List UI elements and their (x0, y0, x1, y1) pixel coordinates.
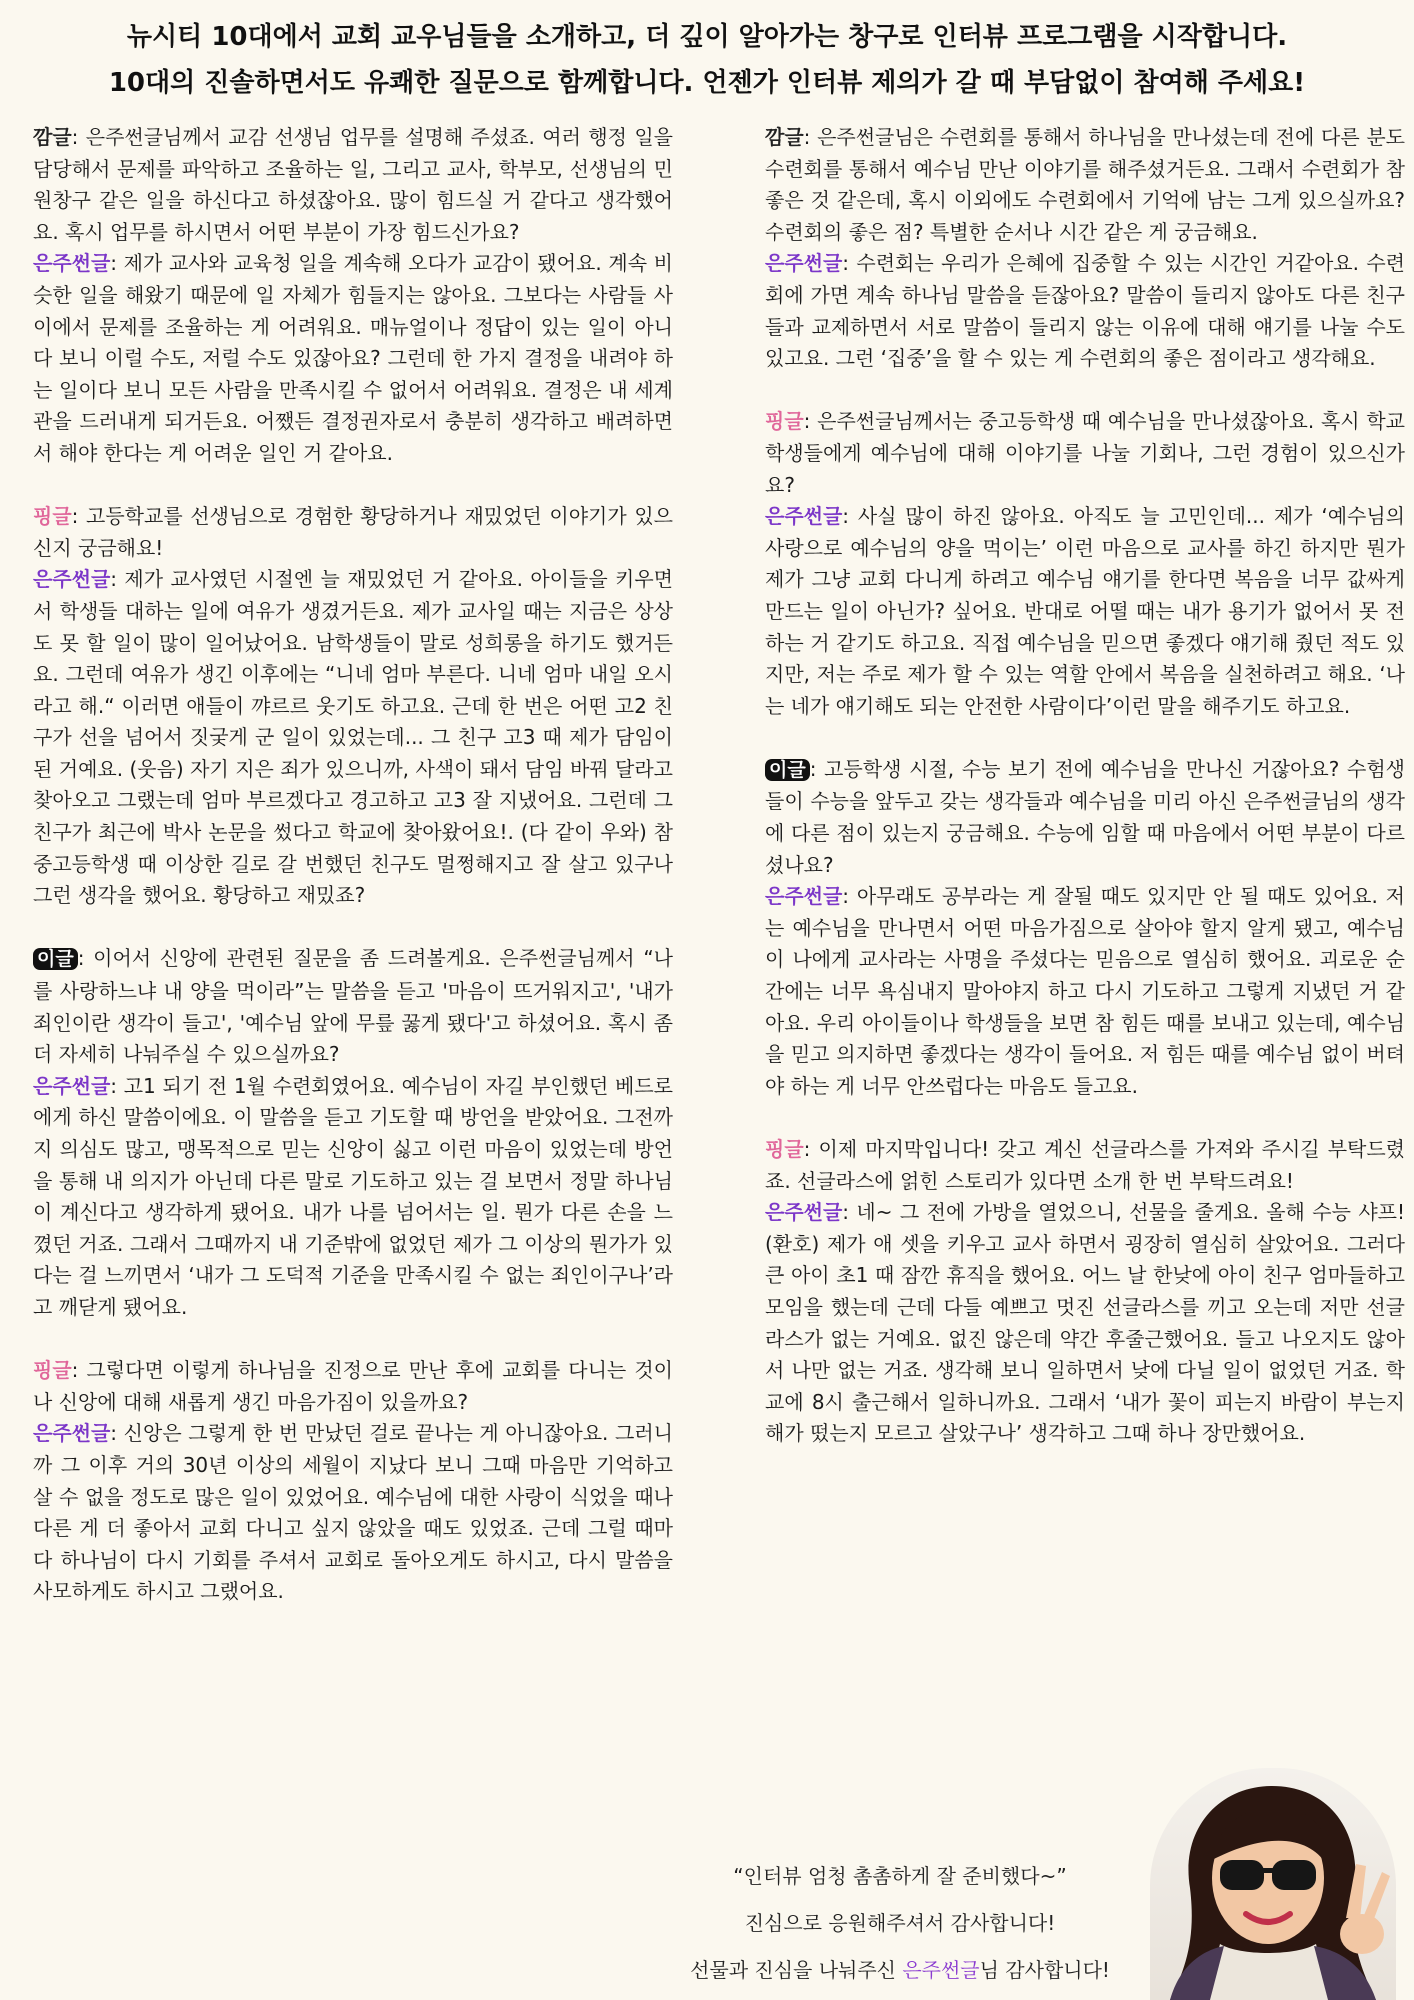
question-text: : 그렇다면 이렇게 하나님을 진정으로 만난 후에 교회를 다니는 것이나 신앙에 대해 새롭게 생긴 마음가짐이 있을까요? (33, 1358, 673, 1414)
speaker-igeul-badge: 이글 (765, 759, 810, 781)
question-text: : 은주썬글님께서 교감 선생님 업무를 설명해 주셨죠. 여러 행정 일을 담당해서 문제를 파악하고 조율하는 일, 그리고 교사, 학부모, 선생님의 민원창구 같은 일을 하신다고 하셨잖아요. 많이 힘드실 거 같다고 생각했어요. 혹시 업무를 하시면서 어떤 부분이 가장 힘드신가요? (33, 125, 673, 244)
answer-text: : 수련회는 우리가 은혜에 집중할 수 있는 시간인 거같아요. 수련회에 가면 계속 하나님 말씀을 듣잖아요? 말씀이 들리지 않아도 다른 친구들과 교제하면서 서로 말씀이 들리지 않는 이유에 대해 얘기를 나눌 수도 있고요. 그런 ‘집중’을 할 수 있는 게 수련회의 좋은 점이라고 생각해요. (765, 251, 1405, 371)
qa-block (33, 1355, 673, 1608)
speaker-kkamgeul: 깜글 (765, 125, 804, 149)
qa-block (33, 943, 673, 1323)
answer-text: : 사실 많이 하진 않아요. 아직도 늘 고민인데... 제가 ‘예수님의 사랑으로 예수님의 양을 먹이는’ 이런 마음으로 교사를 하긴 하지만 뭔가 제가 그냥 교회 다니게 하려고 예수님 얘기를 한다면 복음을 너무 값싸게 만드는 일이 아닌가? 싶어요. 반대로 어떨 때는 내가 용기가 없어서 못 전하는 거 같기도 하고요. 직접 예수님을 믿으면 좋겠다 얘기해 줬던 적도 있지만, 저는 주로 제가 할 수 있는 역할 안에서 복음을 실천하려고 해요. ‘나는 네가 얘기해도 되는 안전한 사람이다’이런 말을 해주기도 하고요. (765, 504, 1405, 718)
answer-text: : 아무래도 공부라는 게 잘될 때도 있지만 안 될 때도 있어요. 저는 예수님을 만나면서 어떤 마음가짐으로 살아야 할지 알게 됐고, 예수님이 나에게 교사라는 사명을 주셨다는 믿음으로 열심히 했어요. 괴로운 순간에는 너무 욕심내지 말아야지 하고 다시 기도하고 그렇게 지냈던 거 같아요. 우리 아이들이나 학생들을 보면 참 힘든 때를 보내고 있는데, 예수님을 믿고 의지하면 좋겠다는 생각이 들어요. 저 힘든 때를 예수님 없이 버텨야 하는 게 너무 안쓰럽다는 마음도 들고요. (765, 884, 1405, 1098)
speaker-eunjusungeul: 은주썬글 (765, 1200, 843, 1225)
answer-text: : 네~ 그 전에 가방을 열었으니, 선물을 줄게요. 올해 수능 샤프! (환호) 제가 애 셋을 키우고 교사 하면서 굉장히 열심히 살았어요. 그러다 큰 아이 초1 때 잠깐 휴직을 했어요. 어느 날 한낮에 아이 친구 엄마들하고 모임을 했는데 근데 다들 예쁘고 멋진 선글라스를 끼고 오는데 저만 선글라스가 없는 거예요. 없진 않은데 약간 후줄근했어요. 들고 나오지도 않아서 나만 없는 거죠. 생각해 보니 일하면서 낮에 다닐 일이 없었던 거죠. 학교에 8시 출근해서 일하니까요. 그래서 ‘내가 꽃이 피는지 바람이 부는지 해가 떴는지 모르고 살았구나’ 생각하고 그때 하나 장만했어요. (765, 1200, 1405, 1446)
speaker-eunjusungeul: 은주썬글 (765, 884, 843, 909)
closing-note (640, 1853, 1160, 1994)
speaker-igeul-badge: 이글 (33, 948, 78, 970)
interviewee-photo (1150, 1768, 1396, 2000)
question-text: : 고등학교를 선생님으로 경험한 황당하거나 재밌었던 이야기가 있으신지 궁금해요! (33, 504, 673, 560)
qa-block (765, 754, 1405, 1103)
page-header (0, 14, 1414, 106)
header-line-1: 뉴시티 10대에서 교회 교우님들을 소개하고, 더 깊이 알아가는 창구로 인터뷰 프로그램을 시작합니다. (126, 22, 1288, 52)
speaker-kkamgeul: 깜글 (33, 125, 72, 149)
question-text: : 이제 마지막입니다! 갖고 계신 선글라스를 가져와 주시길 부탁드렸죠. 선글라스에 얽힌 스토리가 있다면 소개 한 번 부탁드려요! (765, 1137, 1405, 1193)
left-column (33, 122, 673, 1640)
speaker-pinggeul: 핑글 (33, 1358, 72, 1383)
question-text: : 은주썬글님께서는 중고등학생 때 예수님을 만나셨잖아요. 혹시 학교 학생들에게 예수님에 대해 이야기를 나눌 기회나, 그런 경험이 있으신가요? (765, 409, 1405, 497)
speaker-eunjusungeul: 은주썬글 (33, 1421, 111, 1446)
speaker-pinggeul: 핑글 (765, 1137, 804, 1161)
qa-block (765, 406, 1405, 722)
speaker-pinggeul: 핑글 (33, 504, 72, 529)
speaker-eunjusungeul: 은주썬글 (765, 251, 843, 276)
question-text: : 고등학생 시절, 수능 보기 전에 예수님을 만나신 거잖아요? 수험생들이 수능을 앞두고 갖는 생각들과 예수님을 미리 아신 은주썬글님의 생각에 다른 점이 있는지 궁금해요. 수능에 임할 때 마음에서 어떤 부분이 다르셨나요? (765, 756, 1405, 877)
closing-credit-name: 은주썬글 (902, 1958, 980, 1982)
speaker-eunjusungeul: 은주썬글 (33, 567, 111, 592)
answer-text: : 고1 되기 전 1월 수련회였어요. 예수님이 자길 부인했던 베드로에게 하신 말씀이에요. 이 말씀을 듣고 기도할 때 방언을 받았어요. 그전까지 의심도 많고, 맹목적으로 믿는 신앙이 싫고 이런 마음이 있었는데 방언을 통해 내 의지가 아닌데 다른 말로 기도하고 있는 걸 보면서 정말 하나님이 계신다고 생각하게 됐어요. 내가 나를 넘어서는 일. 뭔가 다른 손을 느꼈던 거죠. 그래서 그때까지 내 기준밖에 없었던 제가 그 이상의 뭔가가 있다는 걸 느끼면서 ‘내가 그 도덕적 기준을 만족시킬 수 없는 죄인이구나’라고 깨닫게 됐어요. (33, 1073, 673, 1319)
closing-credit-pre: 선물과 진심을 나눠주신 (690, 1958, 903, 1982)
header-line-2: 10대의 진솔하면서도 유쾌한 질문으로 함께합니다. 언젠가 인터뷰 제의가 갈 때 부담없이 참여해 주세요! (108, 68, 1306, 98)
closing-credit (640, 1947, 1160, 1994)
answer-text: : 제가 교사와 교육청 일을 계속해 오다가 교감이 됐어요. 계속 비슷한 일을 해왔기 때문에 일 자체가 힘들지는 않아요. 그보다는 사람들 사이에서 문제를 조율하는 게 어려워요. 매뉴얼이나 정답이 있는 일이 아니다 보니 이럴 수도, 저럴 수도 있잖아요? 그런데 한 가지 결정을 내려야 하는 일이다 보니 모든 사람을 만족시킬 수 없어서 어려워요. 결정은 내 세계관을 드러내게 되거든요. 어쨌든 결정권자로서 충분히 생각하고 배려하면서 해야 한다는 게 어려운 일인 거 같아요. (33, 251, 673, 465)
question-text: : 은주썬글님은 수련회를 통해서 하나님을 만나셨는데 전에 다른 분도 수련회를 통해서 예수님 만난 이야기를 해주셨거든요. 그래서 수련회가 참 좋은 것 같은데, 혹시 이외에도 수련회에서 기억에 남는 그게 있으실까요? 수련회의 좋은 점? 특별한 순서나 시간 같은 게 궁금해요. (765, 125, 1405, 244)
answer-text: : 신앙은 그렇게 한 번 만났던 걸로 끝나는 게 아니잖아요. 그러니까 그 이후 거의 30년 이상의 세월이 지났다 보니 그때 마음만 기억하고 살 수 없을 정도로 많은 일이 있었어요. 예수님에 대한 사랑이 식었을 때나 다른 게 더 좋아서 교회 다니고 싶지 않았을 때도 있었죠. 근데 그럴 때마다 하나님이 다시 기회를 주셔서 교회로 돌아오게도 하시고, 다시 말씀을 사모하게도 하시고 그랬어요. (33, 1421, 673, 1604)
qa-block (765, 122, 1405, 375)
closing-credit-post: 님 감사합니다! (979, 1958, 1110, 1982)
speaker-eunjusungeul: 은주썬글 (33, 251, 111, 276)
closing-quote: “인터뷰 엄청 촘촘하게 잘 준비했다~” (733, 1864, 1067, 1888)
answer-text: : 제가 교사였던 시절엔 늘 재밌었던 거 같아요. 아이들을 키우면서 학생들 대하는 일에 여유가 생겼거든요. 제가 교사일 때는 지금은 상상도 못 할 일이 많이 일어났어요. 남학생들이 말로 성희롱을 하기도 했거든요. 그런데 여유가 생긴 이후에는 “니네 엄마 부른다. 니네 엄마 내일 오시라고 해.“ 이러면 애들이 꺄르르 웃기도 하고요. 근데 한 번은 어떤 고2 친구가 선을 넘어서 짓궂게 군 일이 있었는데... 그 친구 고3 때 제가 담임이 된 거예요. (웃음) 자기 지은 죄가 있으니까, 사색이 돼서 담임 바꿔 달라고 찾아오고 그랬는데 엄마 부르겠다고 경고하고 고3 잘 지냈어요. 그런데 그 친구가 최근에 박사 논문을 썼다고 학교에 찾아왔어요!. (다 같이 우와) 참 중고등학생 때 이상한 길로 갈 번했던 친구도 멀쩡해지고 잘 살고 있구나 그런 생각을 했어요. 황당하고 재밌죠? (33, 567, 673, 908)
speaker-eunjusungeul: 은주썬글 (765, 504, 843, 529)
interviewee-portrait-illustration (1150, 1768, 1396, 2000)
speaker-eunjusungeul: 은주썬글 (33, 1073, 111, 1098)
right-column (765, 122, 1405, 1482)
qa-block (33, 501, 673, 912)
closing-thanks: 진심으로 응원해주셔서 감사합니다! (744, 1911, 1056, 1935)
speaker-pinggeul: 핑글 (765, 409, 804, 434)
qa-block (765, 1134, 1405, 1450)
question-text: : 이어서 신앙에 관련된 질문을 좀 드려볼게요. 은주썬글님께서 “나를 사랑하느냐 내 양을 먹이라”는 말씀을 듣고 '마음이 뜨거워지고', '내가 죄인이란 생각이 들고', '예수님 앞에 무릎 꿇게 됐다'고 하셨어요. 혹시 좀 더 자세히 나눠주실 수 있으실까요? (33, 946, 673, 1067)
qa-block (33, 122, 673, 470)
